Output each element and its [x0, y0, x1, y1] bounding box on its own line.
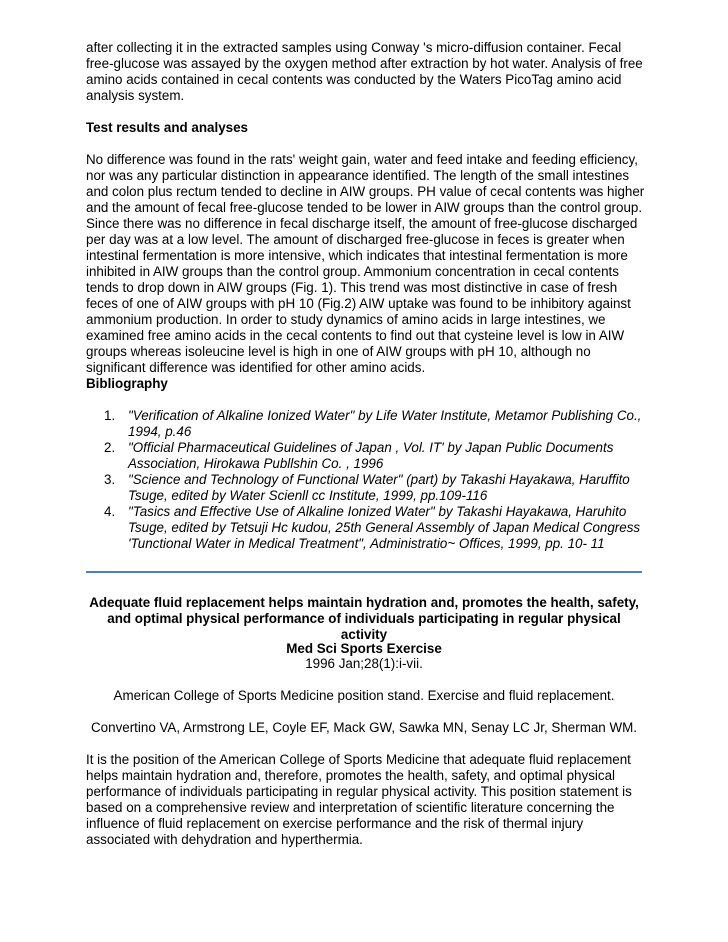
results-heading: Test results and analyses	[86, 120, 249, 135]
bibliography-item-number: 2.	[104, 440, 116, 455]
abstract-text: It is the position of the American College of Sports Medicine that adequate fluid replacement helps maintain hydration and, therefore, promotes the health, safety, and optimal physical performance of individuals participating in regular physical activity. This position statement is based on a comprehensive review and interpretation of scientific literature concerning the influence of fluid replacement on exercise performance and the risk of thermal injury associated with dehydration and hyperthermia.	[86, 752, 632, 847]
results-body: No difference was found in the rats' weight gain, water and feed intake and feeding efficiency, nor was any particular distinction in appearance identified. The length of the small intestines and colon plus rectum tended to decline in AIW groups. PH value of cecal contents was higher and the amount of fecal free-glucose tended to be lower in AIW groups than the control group. Since there was no difference in fecal discharge itself, the amount of free-glucose discharged per day was at a low level. The amount of discharged free-glucose in feces is greater when intestinal fermentation is more intensive, which indicates that intestinal fermentation is more inhibited in AIW groups than the control group. Ammonium concentration in cecal contents tends to drop down in AIW groups (Fig. 1). This trend was most distinctive in case of fresh feces of one of AIW groups with pH 10 (Fig.2) AIW uptake was found to be inhibitory against ammonium production. In order to study dynamics of amino acids in large intestines, we examined free amino acids in the cecal contents to find out that cysteine level is low in AIW groups whereas isoleucine level is high in one of AIW groups with pH 10, although no significant difference was identified for other amino acids.	[86, 152, 645, 375]
article-title: Adequate fluid replacement helps maintain hydration and, promotes the health, safety, and optimal physical performance of individuals participating in regular physical activity	[89, 595, 639, 642]
bibliography-item-text: "Science and Technology of Functional Water" (part) by Takashi Hayakawa, Haruffito Tsuge, edited by Water Scienll cc Institute, 1999, pp.109-116	[128, 472, 630, 503]
bibliography-item	[86, 408, 646, 440]
section-divider	[86, 571, 642, 573]
bibliography-item-text: "Official Pharmaceutical Guidelines of Japan , Vol. IT' by Japan Public Documents Association, Hirokawa Publlshin Co. , 1996	[128, 440, 614, 471]
bibliography-list	[86, 408, 646, 552]
results-heading-block	[86, 120, 646, 136]
bibliography-item-text: "Tasics and Effective Use of Alkaline Ionized Water" by Takashi Hayakawa, Haruhito Tsuge, edited by Tetsuji Hc kudou, 25th General Assembly of Japan Medical Congress 'Tunctional Water in Medical Treatment", Administratio~ Offices, 1999, pp. 10- 11	[128, 504, 641, 551]
intro-text: after collecting it in the extracted samples using Conway 's micro-diffusion container. Fecal free-glucose was assayed by the oxygen method after extraction by hot water. Analysis of free amino acids contained in cecal contents was conducted by the Waters PicoTag amino acid analysis system.	[86, 40, 643, 103]
bibliography-item	[86, 472, 646, 504]
journal-citation: 1996 Jan;28(1):i-vii.	[305, 656, 423, 671]
bibliography-item-number: 1.	[104, 408, 116, 423]
bibliography-heading: Bibliography	[86, 376, 168, 391]
bibliography-item-number: 4.	[104, 504, 116, 519]
bibliography-heading-block	[86, 376, 646, 392]
position-stand-title: American College of Sports Medicine position stand. Exercise and fluid replacement.	[113, 688, 615, 703]
bibliography-item	[86, 440, 646, 472]
results-paragraph	[86, 152, 646, 376]
bibliography-item	[86, 504, 646, 552]
intro-paragraph	[86, 40, 646, 104]
authors-line: Convertino VA, Armstrong LE, Coyle EF, Mack GW, Sawka MN, Senay LC Jr, Sherman WM.	[91, 720, 637, 735]
journal-name: Med Sci Sports Exercise	[286, 641, 442, 656]
bibliography-item-text: "Verification of Alkaline Ionized Water" by Life Water Institute, Metamor Publishing Co., 1994, p.46	[128, 408, 642, 439]
abstract-paragraph	[86, 752, 646, 848]
bibliography-item-number: 3.	[104, 472, 116, 487]
